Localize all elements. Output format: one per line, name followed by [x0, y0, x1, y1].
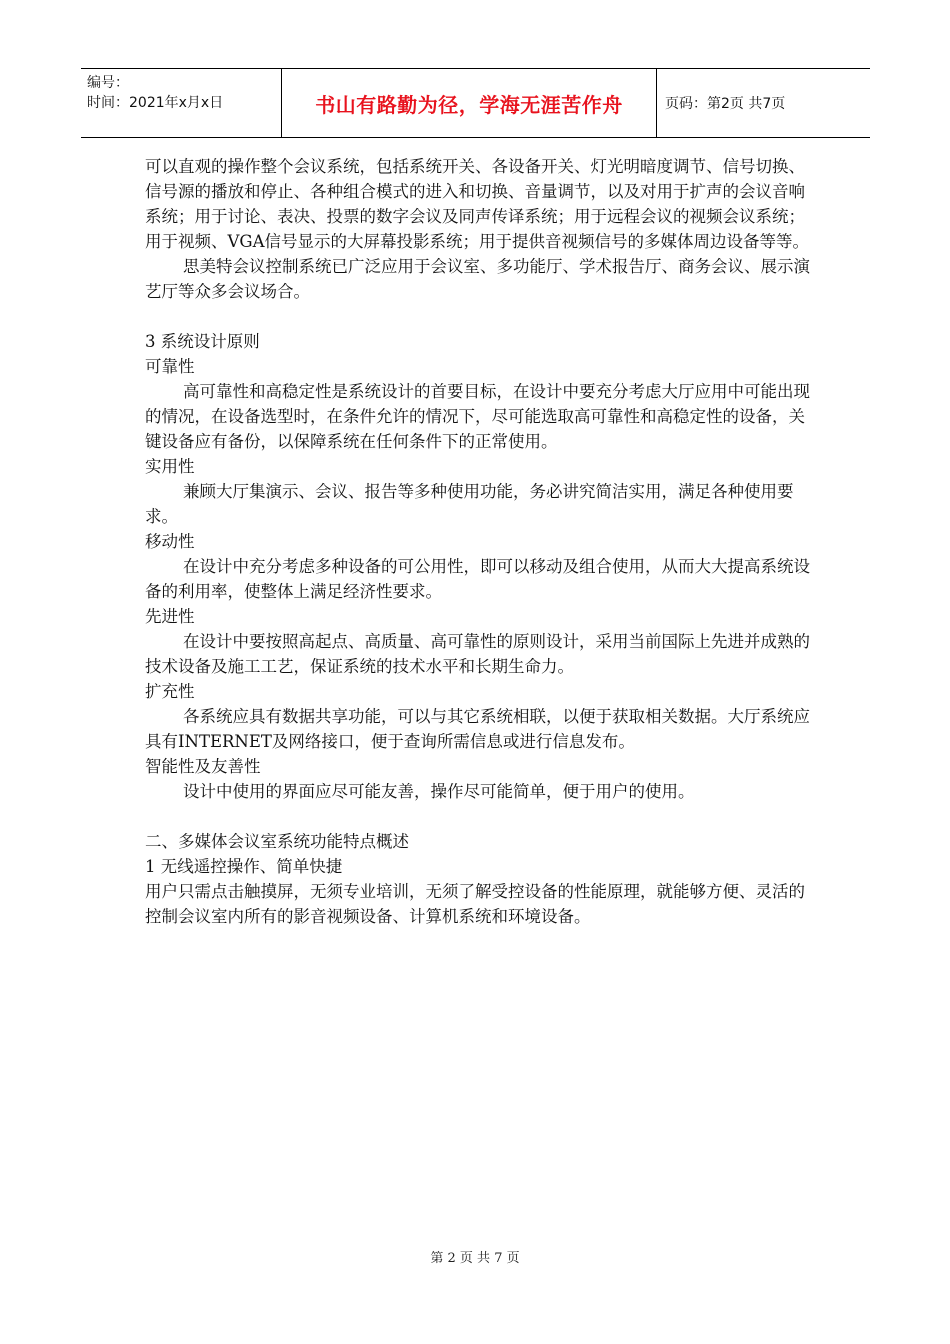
section-heading-design-principles: 3 系统设计原则 — [145, 332, 260, 351]
paragraph-practicality: 兼顾大厅集演示、会议、报告等多种使用功能，务必讲究简洁实用，满足各种使用要求。 — [145, 482, 794, 526]
header-motto: 书山有路勤为径，学海无涯苦作舟 — [315, 92, 623, 117]
paragraph-intelligence: 设计中使用的界面应尽可能友善，操作尽可能简单，便于用户的使用。 — [182, 782, 695, 801]
paragraph-advancement: 在设计中要按照高起点、高质量、高可靠性的原则设计，采用当前国际上先进并成熟的技术设备及施工工艺，保证系统的技术水平和长期生命力。 — [145, 632, 810, 676]
document-number-label: 编号： — [87, 75, 129, 91]
paragraph-wireless-remote: 用户只需点击触摸屏，无须专业培训，无须了解受控设备的性能原理，就能够方便、灵活的控制会议室内所有的影音视频设备、计算机系统和环境设备。 — [145, 882, 805, 926]
chapter-heading-multimedia-features: 二、多媒体会议室系统功能特点概述 — [145, 832, 409, 851]
subheading-reliability: 可靠性 — [145, 357, 195, 376]
paragraph-expandability: 各系统应具有数据共享功能，可以与其它系统相联，以便于获取相关数据。大厅系统应具有INTERNET及网络接口，便于查询所需信息或进行信息发布。 — [145, 707, 810, 751]
paragraph-intro: 可以直观的操作整个会议系统，包括系统开关、各设备开关、灯光明暗度调节、信号切换、信号源的播放和停止、各种组合模式的进入和切换、音量调节，以及对用于扩声的会议音响系统；用于讨论、表决、投票的数字会议及同声传译系统；用于远程会议的视频会议系统；用于视频、VGA信号显示的大屏幕投影系统；用于提供音视频信号的多媒体周边设备等等。 — [145, 157, 810, 251]
subheading-mobility: 移动性 — [145, 532, 195, 551]
header-page-code: 页码：第2页 共7页 — [665, 96, 786, 112]
subheading-practicality: 实用性 — [145, 457, 195, 476]
subheading-intelligence: 智能性及友善性 — [145, 757, 261, 776]
header-page-cell — [657, 69, 870, 137]
blank-line — [145, 804, 810, 829]
header-meta-cell — [81, 69, 282, 137]
paragraph-applications: 思美特会议控制系统已广泛应用于会议室、多功能厅、学术报告厅、商务会议、展示演艺厅等众多会议场合。 — [145, 257, 810, 301]
subheading-advancement: 先进性 — [145, 607, 195, 626]
paragraph-reliability: 高可靠性和高稳定性是系统设计的首要目标，在设计中要充分考虑大厅应用中可能出现的情况，在设备选型时，在条件允许的情况下，尽可能选取高可靠性和高稳定性的设备，关键设备应有备份，以保障系统在任何条件下的正常使用。 — [145, 382, 810, 451]
subheading-wireless-remote: 1 无线遥控操作、简单快捷 — [145, 857, 343, 876]
document-date-label: 时间：2021年x月x日 — [87, 95, 224, 111]
header-motto-cell — [282, 69, 657, 137]
footer-page-number: 第 2 页 共 7 页 — [430, 1251, 520, 1266]
page-header — [81, 68, 870, 138]
document-body — [145, 154, 810, 929]
page-footer — [0, 1247, 950, 1266]
subheading-expandability: 扩充性 — [145, 682, 195, 701]
blank-line — [145, 304, 810, 329]
paragraph-mobility: 在设计中充分考虑多种设备的可公用性，即可以移动及组合使用，从而大大提高系统设备的利用率，使整体上满足经济性要求。 — [145, 557, 810, 601]
